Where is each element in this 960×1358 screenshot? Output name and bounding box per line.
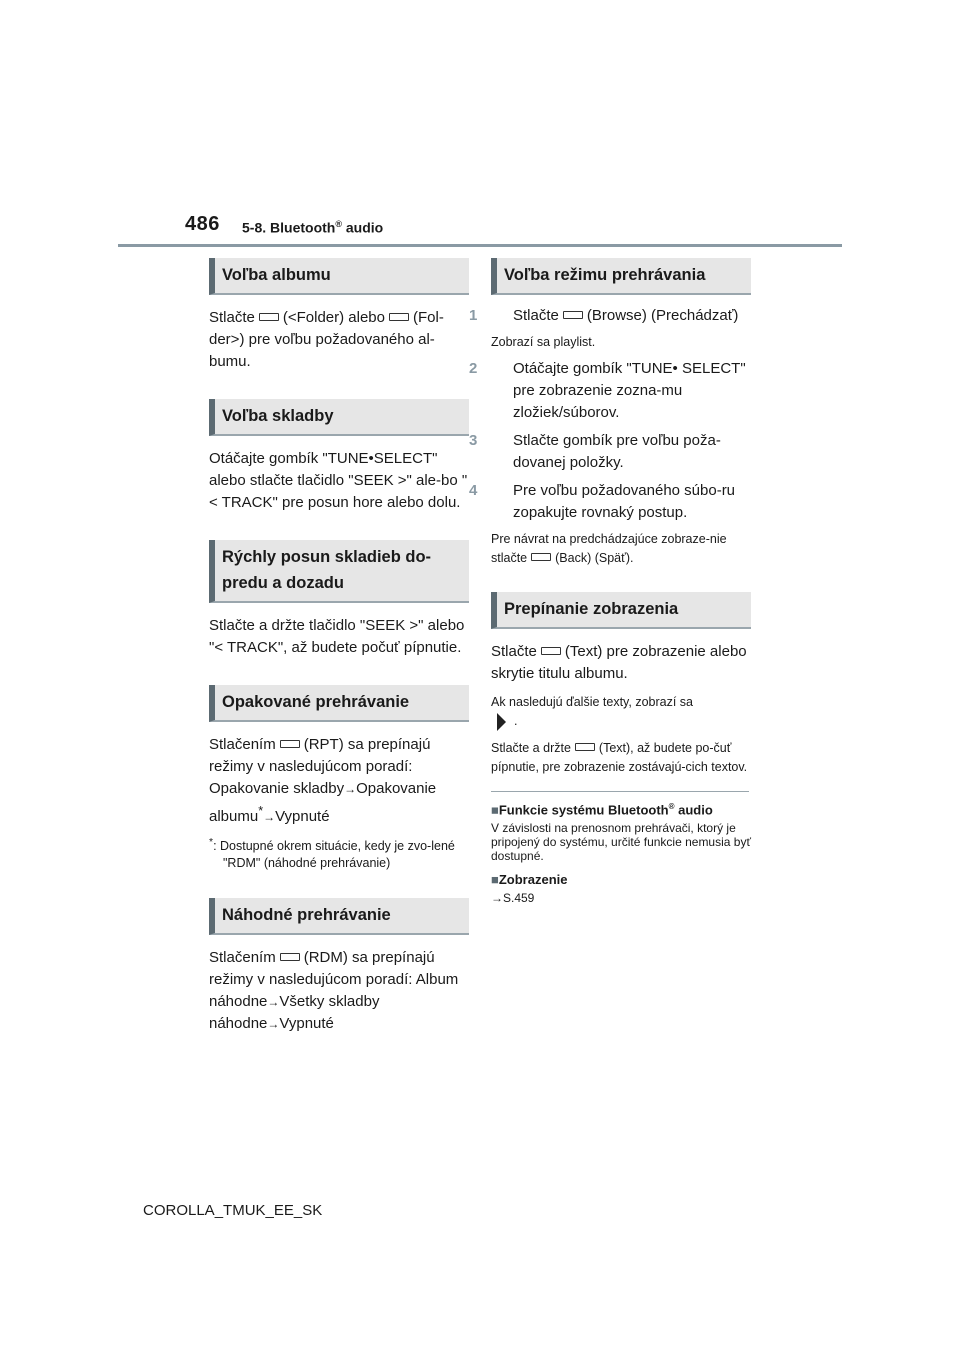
section-heading-track: Voľba skladby	[209, 399, 469, 436]
page-number: 486	[185, 213, 220, 235]
info-heading-bluetooth: ■Funkcie systému Bluetooth® audio	[491, 802, 713, 818]
track-text: Otáčajte gombík "TUNE•SELECT" alebo stlačte tlačidlo "SEEK >" ale-bo "< TRACK" pre posun hore alebo dolu.	[209, 450, 468, 511]
album-text: Stlačte (<Folder) alebo (Fol-der>) pre voľbu požadovaného al-bumu.	[209, 309, 444, 370]
hold-text-note: Stlačte a držte (Text), až budete po-čuť pípnutie, pre zobrazenie zostávajú-cich textov.	[491, 741, 748, 774]
step-1-note: Zobrazí sa playlist.	[491, 335, 596, 349]
button-icon	[575, 743, 595, 751]
more-text-note: Ak nasledujú ďalšie texty, zobrazí sa .	[491, 693, 751, 731]
info-heading-display: ■Zobrazenie	[491, 872, 568, 888]
header-rule	[118, 244, 842, 247]
section-heading-display-toggle: Prepínanie zobrazenia	[491, 592, 751, 629]
button-icon	[541, 647, 561, 655]
step-2: 2 Otáčajte gombík "TUNE• SELECT" pre zobrazenie zozna-mu zložiek/súborov.	[469, 360, 746, 421]
button-icon	[563, 311, 583, 319]
section-heading-fast-forward: Rýchly posun skladieb do- predu a dozadu	[209, 540, 469, 603]
chapter-title: 5-8. Bluetooth® audio	[242, 219, 384, 236]
right-column	[469, 258, 751, 906]
info-bluetooth-text: V závislosti na prenosnom prehrávači, ktorý je pripojený do systému, určité funkcie nemusia byť dostupné.	[491, 821, 751, 864]
display-toggle-text: Stlačte (Text) pre zobrazenie alebo skrytie titulu albumu.	[491, 643, 747, 682]
button-icon	[280, 953, 300, 961]
left-column	[209, 258, 469, 1035]
page-reference-link[interactable]: →S.459	[491, 891, 535, 906]
forward-arrow-icon	[497, 713, 506, 731]
section-heading-album: Voľba albumu	[209, 258, 469, 295]
fast-forward-text: Stlačte a držte tlačidlo "SEEK >" alebo "< TRACK", až budete počuť pípnutie.	[209, 617, 465, 656]
document-code: COROLLA_TMUK_EE_SK	[143, 1202, 323, 1219]
step-3: 3 Stlačte gombík pre voľbu poža-dovanej položky.	[469, 432, 721, 471]
button-icon	[259, 313, 279, 321]
button-icon	[280, 740, 300, 748]
step-4: 4 Pre voľbu požadovaného súbo-ru zopakujte rovnaký postup.	[469, 482, 736, 521]
back-note: Pre návrat na predchádzajúce zobraze-nie stlačte (Back) (Späť).	[491, 532, 727, 565]
repeat-footnote: *: Dostupné okrem situácie, kedy je zvo-lené "RDM" (náhodné prehrávanie)	[209, 837, 455, 871]
info-divider	[491, 791, 749, 792]
random-text: Stlačením (RDM) sa prepínajú režimy v nasledujúcom poradí: Album náhodne→Všetky skladby náhodne→Vypnuté	[209, 949, 459, 1033]
step-1: 1 Stlačte (Browse) (Prechádzať)	[469, 307, 739, 324]
section-heading-random: Náhodné prehrávanie	[209, 898, 469, 935]
section-heading-repeat: Opakované prehrávanie	[209, 685, 469, 722]
button-icon	[389, 313, 409, 321]
repeat-text: Stlačením (RPT) sa prepínajú režimy v nasledujúcom poradí: Opakovanie skladby→Opakovanie albumu*→Vypnuté	[209, 736, 437, 825]
button-icon	[531, 553, 551, 561]
section-heading-playback-mode: Voľba režimu prehrávania	[491, 258, 751, 295]
